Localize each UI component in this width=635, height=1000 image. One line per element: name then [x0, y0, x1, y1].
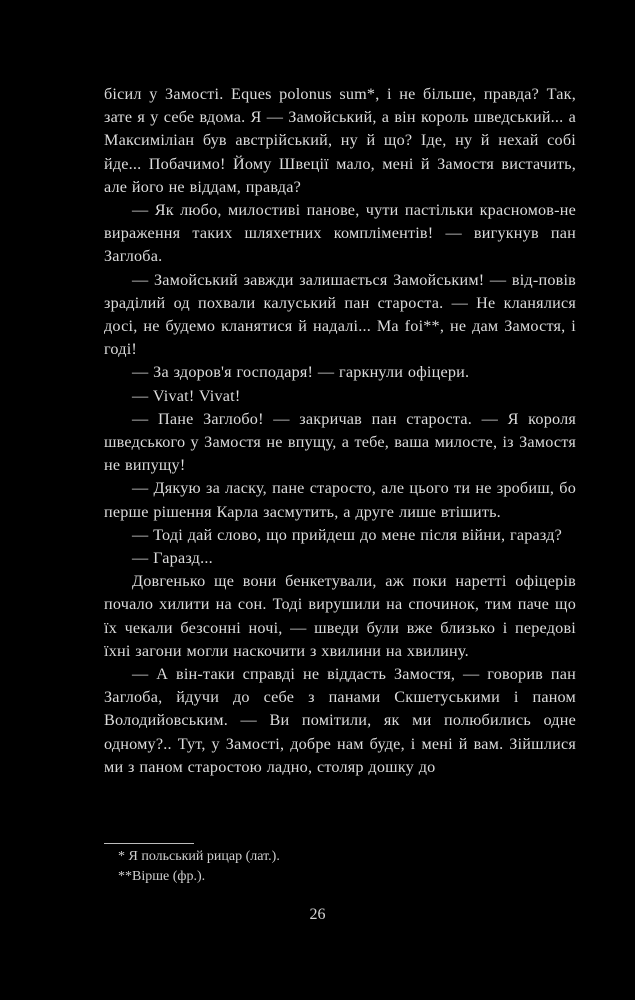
- footnotes: [118, 847, 558, 887]
- paragraph: — Дякую за ласку, пане старосто, але цього ти не зробиш, бо перше рішення Карла засмутить, а друге лише втішить.: [104, 479, 576, 521]
- paragraph: — Замойський завжди залишається Замойським! — від-повів зраділий од похвали калуський пан староста. — Не кланялися досі, не будемо кланятися й надалі... Ma foi**, не дам Замостя, і годі!: [104, 270, 576, 359]
- paragraph: — Тоді дай слово, що прийдеш до мене після війни, гаразд?: [132, 525, 563, 544]
- paragraph: бісил у Замості. Eques polonus sum*, і не більше, правда? Так, зате я у себе вдома. Я — Замойський, а він король шведський... а Максиміліан був австрійський, ну й що? Іде, ну й нехай собі йде... Побачимо! Йому Швеції мало, мені й Замостя вистачить, але його не віддам, правда?: [104, 85, 576, 196]
- paragraph: — Як любо, милостиві панове, чути пастільки красномов-не вираження таких шляхетних компліментів! — вигукнув пан Заглоба.: [104, 201, 576, 266]
- paragraph: — Vivat! Vivat!: [132, 386, 241, 405]
- footnote: **Вірше (фр.).: [118, 869, 206, 884]
- body-text: [104, 83, 576, 779]
- paragraph: — Пане Заглобо! — закричав пан староста. — Я короля шведського у Замостя не впущу, а тебе, ваша милосте, із Замостя не випущу!: [104, 409, 576, 475]
- footnote: * Я польський рицар (лат.).: [118, 849, 280, 864]
- paragraph: — Гаразд...: [132, 549, 213, 568]
- footnote-divider: [104, 843, 194, 844]
- paragraph: Довгенько ще вони бенкетували, аж поки наретті офіцерів почало хилити на сон. Тоді вирушили на спочинок, тим паче що їх чекали безсонні ночі, — шведи були вже близько і передові їхні загони могли наскочити з хвилини на хвилину.: [104, 572, 576, 660]
- paragraph: — А він-таки справді не віддасть Замостя, — говорив пан Заглоба, йдучи до себе з панами Скшетуськими і паном Володийовським. — Ви помітили, як ми полюбились одне одному?.. Тут, у Замості, добре нам буде, і мені й вам. Зійшлися ми з паном старостою ладно, столяр дошку до: [104, 665, 576, 776]
- paragraph: — За здоров'я господаря! — гаркнули офіцери.: [132, 363, 470, 382]
- page-number: 26: [309, 906, 326, 923]
